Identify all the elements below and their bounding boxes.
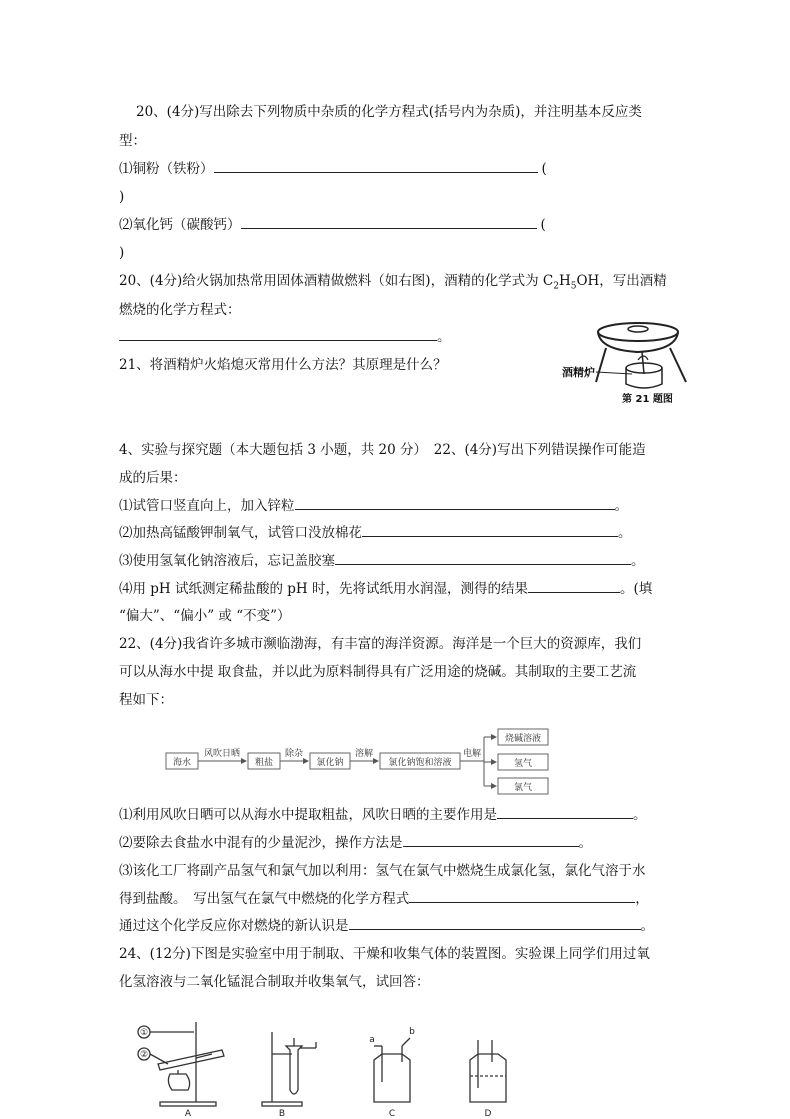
- process-flow-diagram: [160, 724, 580, 800]
- section4-header-line2: 成的后果：: [119, 470, 187, 486]
- period: 。: [618, 525, 632, 541]
- period: 。: [578, 835, 592, 851]
- q20b-text-b: OH，写出酒精: [576, 273, 667, 289]
- q22b-item-text: 得到盐酸。 写出氢气在氯气中燃烧的化学方程式: [119, 891, 410, 907]
- q20b-line3: [119, 327, 451, 347]
- q22-item3: [119, 551, 645, 571]
- answer-blank[interactable]: [119, 327, 437, 341]
- q22b-item1: [119, 805, 647, 825]
- q22-item-text: ⑴试管口竖直向上，加入锌粒: [119, 498, 295, 514]
- q24-line1: 24、(12分)下图是实验室中用于制取、干燥和收集气体的装置图。实验课上同学们用过氧: [119, 946, 650, 962]
- flow-arrow-label-electrolysis: 电解: [462, 749, 482, 759]
- flow-label-hydrogen: 氢气: [513, 759, 533, 769]
- q22-item4: [119, 579, 652, 599]
- paren-open: (: [541, 161, 547, 177]
- q20a-prompt-line1: 20、(4分)写出除去下列物质中杂质的化学方程式(括号内为杂质)，并注明基本反应类: [136, 104, 642, 120]
- q22-item-text: ⑵加热高锰酸钾制氧气，试管口没放棉花: [119, 525, 362, 541]
- q20b-line1: [119, 271, 667, 297]
- port-b: b: [409, 1027, 415, 1037]
- alcohol-burner-figure: [560, 316, 700, 408]
- q20a-prompt-line2: 型：: [119, 133, 146, 149]
- period: 。: [640, 918, 654, 934]
- q22b-line1: 22、(4分)我省许多城市濒临渤海，有丰富的海洋资源。海洋是一个巨大的资源库，我们: [119, 636, 642, 652]
- q22-item-text: ⑷用 pH 试纸测定稀盐酸的 pH 时，先将试纸用水润湿，测得的结果: [119, 581, 528, 597]
- period: 。: [437, 329, 451, 345]
- port-a: a: [369, 1035, 375, 1045]
- answer-blank[interactable]: [335, 551, 631, 565]
- q22-item1: [119, 496, 628, 516]
- period: 。: [633, 807, 647, 823]
- answer-blank[interactable]: [497, 805, 633, 819]
- q20a-item1: [119, 159, 547, 179]
- answer-blank[interactable]: [241, 215, 537, 229]
- q22b-item3-line2: [119, 889, 649, 909]
- label-d: D: [484, 1109, 492, 1118]
- q22b-line3: 程如下：: [119, 692, 173, 708]
- q20a-item1-label: ⑴铜粉（铁粉）: [119, 161, 214, 177]
- flow-label-chlorine: 氯气: [513, 783, 533, 793]
- figure-label: 酒精炉: [562, 366, 595, 379]
- paren-open: (: [540, 217, 546, 233]
- answer-blank[interactable]: [362, 523, 618, 537]
- flow-label-nacl: 氯化钠: [316, 758, 344, 768]
- section4-header: 4、实验与探究题（本大题包括 3 小题，共 20 分） 22、(4分)写出下列错误操作可能造: [119, 442, 646, 458]
- q22b-item-text: ⑵要除去食盐水中混有的少量泥沙，操作方法是: [119, 835, 403, 851]
- flow-label-caustic: 烧碱溶液: [504, 734, 542, 744]
- q20b-h: H: [558, 273, 571, 289]
- flow-label-saturated: 氯化钠饱和溶液: [388, 758, 452, 768]
- label-c: C: [388, 1109, 396, 1118]
- subscript: 2: [553, 281, 559, 292]
- label-a: A: [184, 1109, 192, 1118]
- q22b-item3-line1: ⑶该化工厂将副产品氢气和氯气加以利用：氢气在氯气中燃烧生成氯化氢，氯化气溶于水: [119, 863, 646, 879]
- q20a-item2-label: ⑵氧化钙（碳酸钙）: [119, 217, 241, 233]
- apparatus-figure: [130, 1018, 530, 1118]
- q24-line2: 化氢溶液与二氧化锰混合制取并收集氧气，试回答：: [119, 974, 430, 990]
- comma: ，: [635, 891, 649, 907]
- q22b-item-text: 通过这个化学反应你对燃烧的新认识是: [119, 918, 349, 934]
- answer-blank[interactable]: [528, 579, 620, 593]
- q22b-item-text: ⑴利用风吹日晒可以从海水中提取粗盐，风吹日晒的主要作用是: [119, 807, 497, 823]
- q21-text: 21、将酒精炉火焰熄灭常用什么方法？其原理是什么？: [119, 357, 447, 373]
- q22-item-text: ⑶使用氢氧化钠溶液后，忘记盖胶塞: [119, 553, 335, 569]
- q22b-line2: 可以从海水中提 取食盐，并以此为原料制得具有广泛用途的烧碱。其制取的主要工艺流: [119, 664, 637, 680]
- period: 。: [631, 553, 645, 569]
- flow-arrow-label-purify: 除杂: [284, 749, 304, 759]
- q22b-item2: [119, 833, 592, 853]
- flow-arrow-label-dissolve: 溶解: [354, 749, 374, 759]
- flow-arrow-label-sun: 风吹日晒: [203, 749, 241, 759]
- fill-hint: 。(填: [620, 581, 653, 597]
- marker-1: ①: [139, 1028, 149, 1038]
- flow-label-crude-salt: 粗盐: [254, 758, 274, 768]
- q22-item2: [119, 523, 632, 543]
- answer-blank[interactable]: [349, 916, 641, 930]
- q22b-item3-line3: [119, 916, 654, 936]
- q20b-line2: 燃烧的化学方程式：: [119, 302, 241, 318]
- answer-blank[interactable]: [214, 159, 538, 173]
- subscript: 5: [570, 281, 577, 292]
- q22-item4-line2: “偏大”、“偏小” 或 “不变”）: [119, 608, 291, 624]
- figure-caption: 第 21 题图: [622, 394, 673, 405]
- answer-blank[interactable]: [295, 496, 615, 510]
- period: 。: [614, 498, 628, 514]
- answer-blank[interactable]: [409, 889, 635, 903]
- label-b: B: [278, 1109, 286, 1118]
- q20a-item2-close: ): [119, 245, 125, 261]
- q20a-item2: [119, 215, 546, 235]
- marker-2: ②: [139, 1050, 149, 1060]
- q20a-item1-close: ): [119, 189, 125, 205]
- q20b-text-a: 20、(4分)给火锅加热常用固体酒精做燃料（如右图)，酒精的化学式为 C: [119, 273, 554, 289]
- answer-blank[interactable]: [403, 833, 579, 847]
- flow-label-seawater: 海水: [172, 758, 192, 768]
